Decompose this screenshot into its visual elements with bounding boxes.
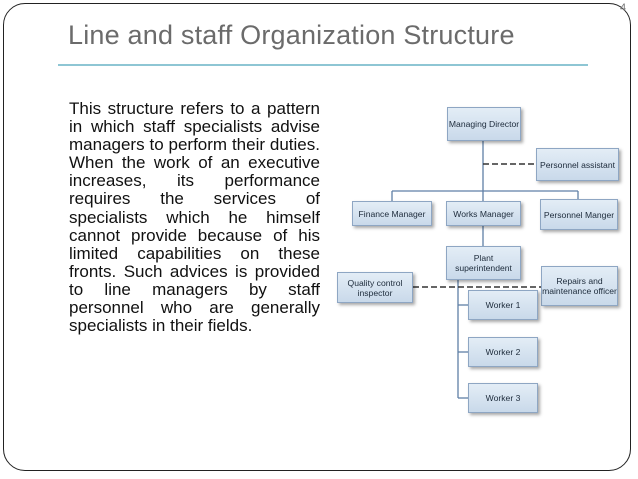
quality-control-inspector-box: Quality control inspector <box>337 272 413 303</box>
slide-number: 4 <box>620 2 627 14</box>
finance-manager-box: Finance Manager <box>352 201 432 226</box>
worker-2-box: Worker 2 <box>468 337 538 367</box>
personnel-assistant-box: Personnel assistant <box>536 148 619 181</box>
worker-3-box: Worker 3 <box>468 383 538 413</box>
slide-title: Line and staff Organization Structure <box>68 20 515 50</box>
body-paragraph: This structure refers to a pattern in which staff specialists advise managers to perform their duties. When the work of an executive increases, its performance requires the services of specialists which he himself cannot provide because of his limited capabilities on these fronts. Such advices is provided to line managers by staff personnel who are generally specialists in their fields. <box>69 99 320 336</box>
works-manager-box: Works Manager <box>446 201 521 226</box>
plant-superintendent-box: Plant superintendent <box>446 246 521 280</box>
personnel-manager-box: Personnel Manger <box>540 199 618 230</box>
managing-director-box: Managing Director <box>447 107 521 141</box>
repairs-maintenance-officer-box: Repairs and maintenance officer <box>541 266 618 306</box>
worker-1-box: Worker 1 <box>468 290 538 320</box>
